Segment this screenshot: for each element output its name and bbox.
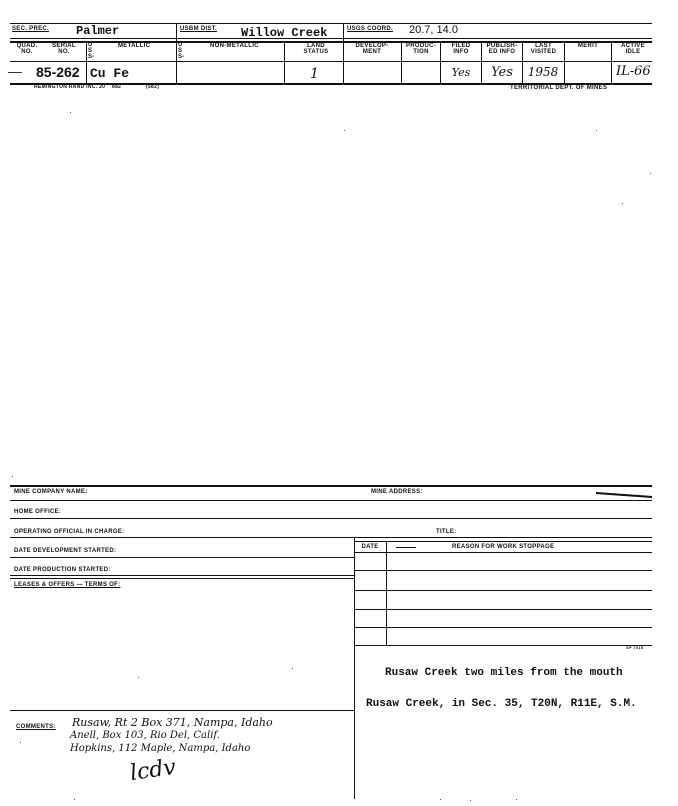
nonmetallic-code-s2: S-: [178, 54, 185, 60]
table-row-line: [354, 570, 652, 571]
usbm-dist-label: USBM DIST.: [180, 26, 218, 32]
date-col-header: DATE: [361, 544, 379, 550]
header-dash: [396, 547, 416, 548]
form-code-2: (582): [146, 84, 160, 90]
date-production-started-label: DATE PRODUCTION STARTED:: [14, 567, 111, 573]
title-label: TITLE:: [436, 529, 457, 535]
published-info-value: Yes: [491, 65, 513, 80]
comment-line-2: Anell, Box 103, Rio Del, Calif.: [70, 730, 220, 741]
form-code: 882: [112, 84, 122, 90]
col-line: [401, 41, 402, 83]
nonmetallic-label: NON-METALLIC: [210, 43, 259, 49]
header-divider: [10, 38, 652, 39]
lower-top-border: [10, 485, 652, 487]
location-line-2: Rusaw Creek, in Sec. 35, T20N, R11E, S.M.: [366, 698, 637, 710]
location-line-1: Rusaw Creek two miles from the mouth: [385, 667, 623, 679]
columns-divider: [10, 61, 652, 62]
metallic-code-s2: S-: [88, 54, 95, 60]
serial-no-label: SERIAL NO.: [52, 43, 76, 56]
merit-label: MERIT: [577, 43, 599, 49]
date-development-started-label: DATE DEVELOPMENT STARTED:: [14, 548, 117, 554]
row-line: [10, 518, 652, 519]
comment-line-1: Rusaw, Rt 2 Box 371, Nampa, Idaho: [72, 716, 273, 729]
metallic-value: Cu Fe: [90, 66, 130, 81]
col-line: [86, 41, 87, 83]
metallic-label: METALLIC: [118, 43, 151, 49]
col-line: [284, 41, 285, 83]
last-visited-value: 1958: [527, 65, 559, 79]
table-row-line: [354, 609, 652, 610]
mine-company-name-label: MINE COMPANY NAME:: [14, 489, 88, 495]
home-office-label: HOME OFFICE:: [14, 509, 62, 515]
filed-info-label: FILED INFO: [451, 43, 471, 56]
comments-divider: [10, 710, 354, 711]
col-line: [522, 41, 523, 83]
metallic-code-s: S: [88, 48, 93, 54]
printer-imprint: REMINGTON RAND INC. 20: [34, 84, 106, 90]
filed-info-value: Yes: [451, 66, 471, 79]
production-label: PRODUC- TION: [405, 43, 437, 56]
col-line: [440, 41, 441, 83]
col-line: [564, 41, 565, 83]
quad-serial-value: 85-262: [36, 64, 80, 80]
row-line: [10, 557, 354, 558]
col-line: [343, 23, 344, 83]
date-col-line: [386, 541, 387, 645]
usbm-dist-value: Willow Creek: [241, 26, 328, 40]
last-visited-label: LAST VISITED: [530, 43, 557, 56]
table-top: [354, 541, 652, 542]
nonmetallic-code-s: S: [178, 48, 183, 54]
center-divider: [354, 537, 355, 799]
published-info-label: PUBLISH- ED INFO: [486, 43, 518, 56]
col-line: [481, 41, 482, 83]
row-line: [10, 537, 652, 538]
reason-col-header: REASON FOR WORK STOPPAGE: [452, 544, 555, 550]
table-row-line: [354, 627, 652, 628]
initials-signature: lcdv: [128, 754, 178, 787]
active-idle-label: ACTIVE IDLE: [621, 43, 645, 56]
table-row-line: [354, 552, 652, 553]
sec-prec-label: SEC. PREC.: [12, 26, 50, 32]
metallic-code-u: U: [88, 42, 93, 48]
col-line: [611, 41, 612, 83]
usgs-coord-label: USGS COORD.: [347, 26, 393, 32]
row-mark: [8, 72, 22, 73]
comments-label: COMMENTS:: [16, 724, 56, 730]
table-row-line: [354, 645, 652, 646]
quad-no-label: QUAD. NO.: [16, 43, 38, 56]
comment-line-3: Hopkins, 112 Maple, Nampa, Idaho: [70, 743, 251, 754]
development-label: DEVELOP- MENT: [355, 43, 389, 56]
operating-official-label: OPERATING OFFICIAL IN CHARGE:: [14, 529, 125, 535]
row-line: [10, 500, 652, 501]
active-idle-value: IL-66: [616, 64, 651, 79]
nonmetallic-code-u: U: [178, 42, 183, 48]
land-status-value: 1: [310, 66, 319, 82]
row-line: [10, 575, 354, 576]
form-number: SP 7015: [626, 645, 644, 650]
usgs-coord-value: 20.7, 14.0: [409, 24, 458, 36]
leases-offers-label: LEASES & OFFERS — TERMS OF:: [14, 582, 121, 588]
col-line: [176, 23, 177, 83]
sec-prec-value: Palmer: [76, 24, 120, 38]
row-line: [10, 578, 354, 579]
table-row-line: [354, 590, 652, 591]
land-status-label: LAND STATUS: [303, 43, 329, 56]
department-label: TERRITORIAL DEPT. OF MINES: [510, 85, 608, 91]
mine-address-label: MINE ADDRESS:: [371, 489, 423, 495]
